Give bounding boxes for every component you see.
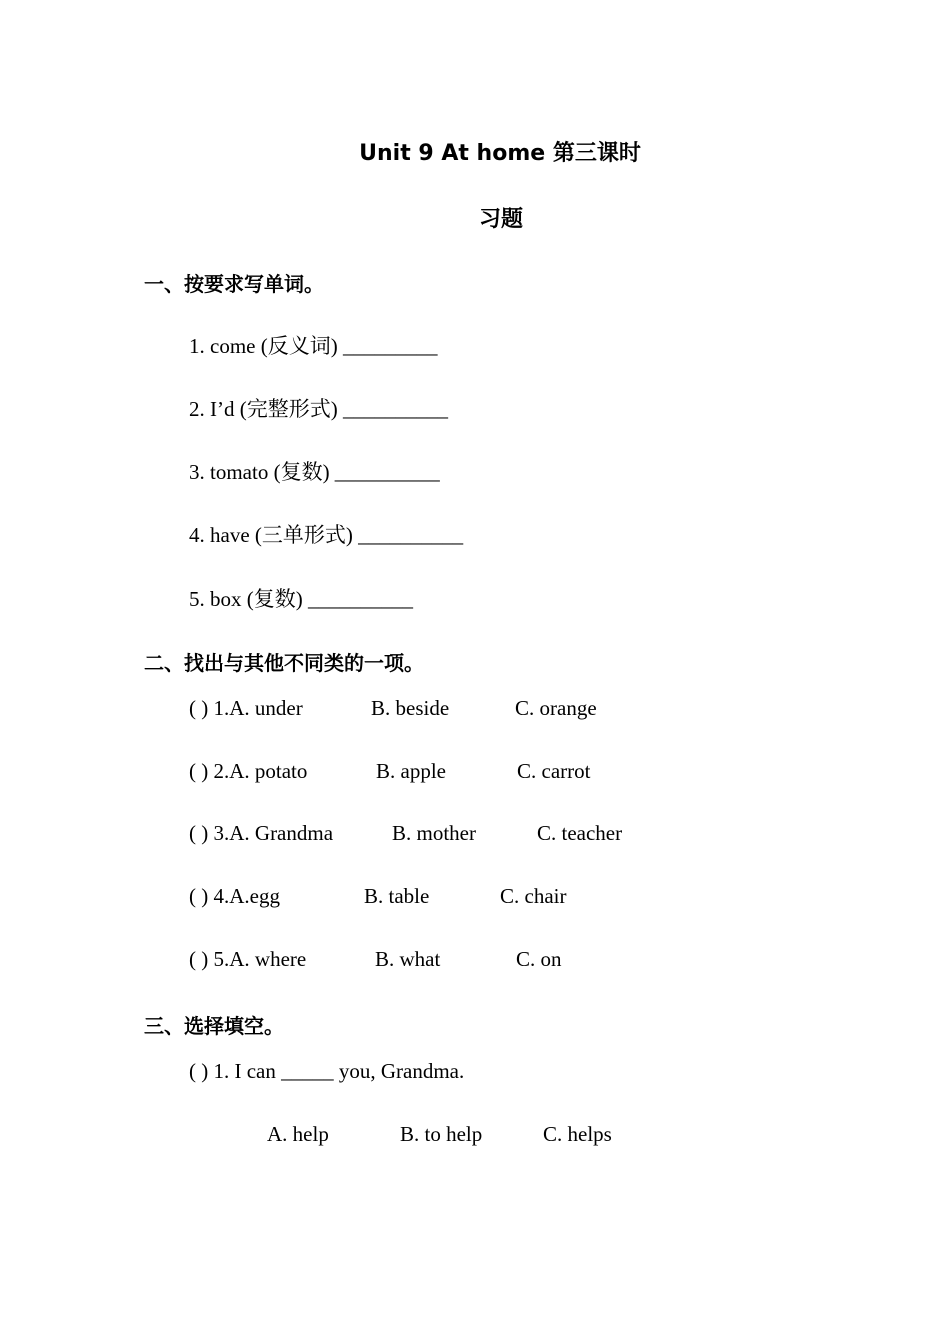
section3-option-a: A. help [267,1122,329,1146]
section2-q2: ( ) 2.A. potato [189,759,308,783]
section2-q1-option-b: B. beside [371,696,450,720]
section1-item-4: 4. have (三单形式) __________ [189,523,464,547]
section2-q2-option-c: C. carrot [517,759,591,783]
section3-heading: 三、选择填空。 [144,1014,284,1038]
section2-q5-option-c: C. on [516,947,562,971]
section2-q2-option-b: B. apple [376,759,446,783]
section1-heading: 一、按要求写单词。 [144,272,324,296]
section2-q5-option-b: B. what [375,947,441,971]
section2-q1-option-c: C. orange [515,696,597,720]
section1-item-3: 3. tomato (复数) __________ [189,460,440,484]
page-title: Unit 9 At home 第三课时 [359,141,641,166]
section2-heading: 二、找出与其他不同类的一项。 [144,651,424,675]
section3-question-1: ( ) 1. I can _____ you, Grandma. [189,1059,465,1083]
section2-q3: ( ) 3.A. Grandma [189,821,334,845]
section2-q4-option-b: B. table [364,884,430,908]
section1-item-5: 5. box (复数) __________ [189,587,413,611]
section3-option-c: C. helps [543,1122,612,1146]
section2-q1: ( ) 1.A. under [189,696,303,720]
section2-q3-option-c: C. teacher [537,821,623,845]
section2-q4-option-c: C. chair [500,884,567,908]
section3-option-b: B. to help [400,1122,483,1146]
section2-q3-option-b: B. mother [392,821,476,845]
section1-item-2: 2. I’d (完整形式) __________ [189,397,448,421]
section1-item-1: 1. come (反义词) _________ [189,334,438,358]
section2-q4: ( ) 4.A.egg [189,884,280,908]
section2-q5: ( ) 5.A. where [189,947,307,971]
page-subtitle: 习题 [478,207,523,232]
